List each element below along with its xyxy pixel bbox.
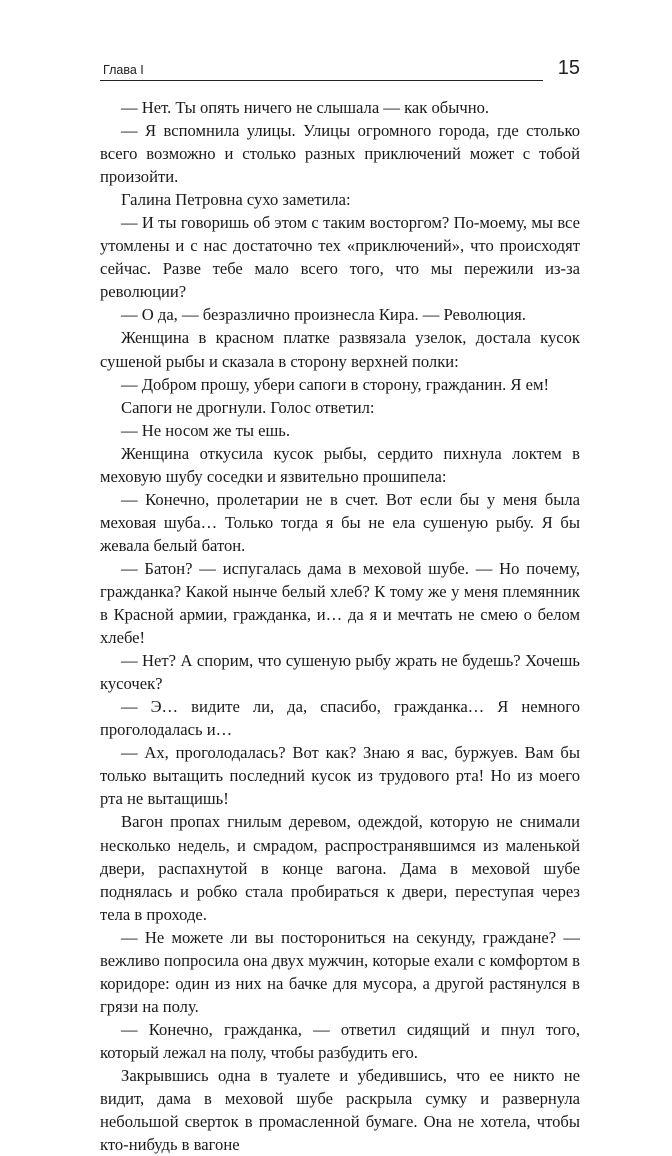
paragraph: — И ты говоришь об этом с таким восторгом? По-моему, мы все утомлены и с нас достаточно тех «приключений», что происходят сейчас. Разве тебе мало всего того, что мы пережили из-за революции?	[100, 213, 580, 302]
paragraph: Женщина в красном платке развязала узелок, достала кусок сушеной рыбы и сказала в сторону верхней полки:	[100, 328, 580, 371]
paragraph: Сапоги не дрогнули. Голос ответил:	[121, 397, 375, 417]
paragraph: — Батон? — испугалась дама в меховой шубе. — Но почему, гражданка? Какой нынче белый хлеб? К тому же у меня племянник в Красной армии, гражданка, и… да я и мечтать не смею о белом хлебе!	[100, 558, 580, 648]
chapter-label: Глава I	[103, 63, 144, 77]
paragraph: — Не можете ли вы посторониться на секунду, граждане? — вежливо попросила она двух мужчин, которые ехали с комфортом в коридоре: один из них на бачке для мусора, а другой растянулся в грязи на полу.	[100, 927, 580, 1016]
body-text	[100, 96, 580, 1156]
running-header	[100, 57, 580, 84]
paragraph: — Конечно, пролетарии не в счет. Вот если бы у меня была меховая шуба… Только тогда я бы не ела сушеную рыбу. Я бы жевала белый батон.	[100, 489, 580, 555]
paragraph: — Я вспомнила улицы. Улицы огромного города, где столько всего возможно и столько разных приключений может с тобой произойти.	[100, 121, 580, 187]
paragraph: — Э… видите ли, да, спасибо, гражданка… Я немного проголодалась и…	[100, 697, 580, 740]
paragraph: — Ах, проголодалась? Вот как? Знаю я вас, буржуев. Вам бы только вытащить последний кусок из трудового рта! Но из моего рта не вытащишь!	[100, 743, 580, 809]
paragraph: Вагон пропах гнилым деревом, одеждой, которую не снимали несколько недель, и смрадом, распространявшимся из маленькой двери, распахнутой в конце вагона. Дама в меховой шубе поднялась и робко стала пробираться к двери, переступая через тела в проходе.	[100, 812, 580, 924]
paragraph: — Нет? А спорим, что сушеную рыбу жрать не будешь? Хочешь кусочек?	[100, 651, 580, 694]
paragraph: — О да, — безразлично произнесла Кира. — Революция.	[121, 305, 526, 325]
paragraph: — Нет. Ты опять ничего не слышала — как обычно.	[121, 98, 490, 117]
paragraph: Галина Петровна сухо заметила:	[121, 190, 351, 210]
header-rule	[100, 80, 543, 81]
paragraph: Женщина откусила кусок рыбы, сердито пихнула локтем в меховую шубу соседки и язвительно прошипела:	[100, 443, 580, 486]
page-number: 15	[557, 57, 580, 79]
paragraph: Закрывшись одна в туалете и убедившись, что ее никто не видит, дама в меховой шубе раскрыла сумку и развернула небольшой сверток в промасленной бумаге. Она не хотела, чтобы кто-нибудь в вагоне	[100, 1065, 580, 1155]
paragraph: — Не носом же ты ешь.	[121, 420, 290, 440]
paragraph: — Добром прошу, убери сапоги в сторону, гражданин. Я ем!	[121, 374, 550, 394]
paragraph: — Конечно, гражданка, — ответил сидящий и пнул того, который лежал на полу, чтобы разбудить его.	[100, 1019, 580, 1062]
